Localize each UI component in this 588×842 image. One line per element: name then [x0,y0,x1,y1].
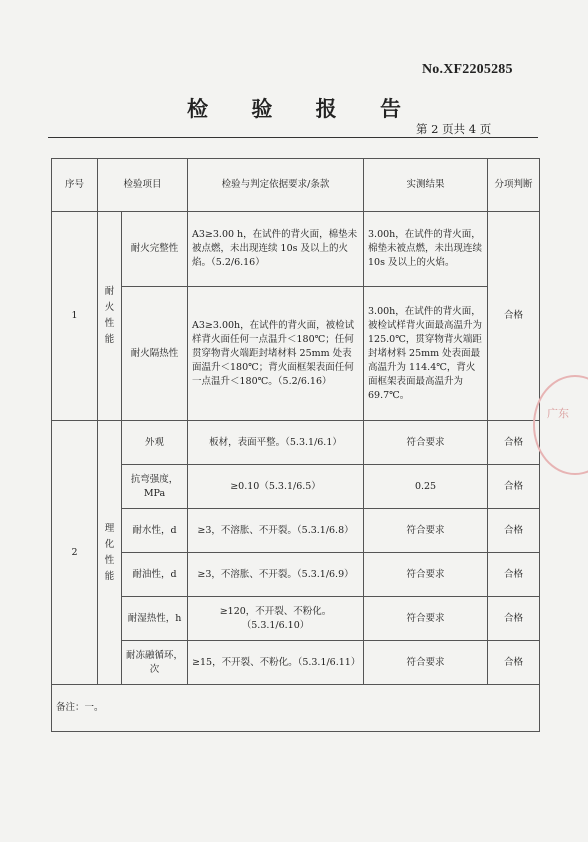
item-result: 3.00h，在试件的背火面，棉垫未被点燃，未出现连续 10s 及以上的火焰。 [364,212,488,287]
item-result: 符合要求 [364,641,488,685]
item-name: 耐火隔热性 [122,287,188,421]
item-result: 3.00h，在试件的背火面，被检试样背火面最高温升为 125.0℃，贯穿物背火端距封堵材料 25mm 处表面最高温升为 114.4℃，背火面框架表面最高温升为 69.7℃。 [364,287,488,421]
report-number: No.XF2205285 [422,62,513,77]
item-requirement: ≥15，不开裂、不粉化。（5.3.1/6.11） [188,641,364,685]
header-judgment: 分项判断 [488,159,540,212]
header-item: 检验项目 [98,159,188,212]
group-judgment: 合格 [488,212,540,421]
item-judgment: 合格 [488,421,540,465]
item-result: 符合要求 [364,553,488,597]
item-requirement: ≥0.10（5.3.1/6.5） [188,465,364,509]
item-name: 外观 [122,421,188,465]
item-requirement: A3≥3.00 h，在试件的背火面，棉垫未被点燃，未出现连续 10s 及以上的火焰。（5.2/6.16） [188,212,364,287]
group-category: 理 化 性 能 [98,421,122,685]
header-result: 实测结果 [364,159,488,212]
group-index: 1 [52,212,98,421]
item-requirement: 板材，表面平整。（5.3.1/6.1） [188,421,364,465]
table-row [52,212,540,287]
table-row [52,465,540,509]
group-index: 2 [52,421,98,685]
table-row [52,421,540,465]
header-requirement: 检验与判定依据要求/条款 [188,159,364,212]
table-row [52,287,540,421]
table-row [52,641,540,685]
item-judgment: 合格 [488,465,540,509]
item-requirement: A3≥3.00h，在试件的背火面，被检试样背火面任何一点温升＜180℃；任何贯穿物背火端距封堵材料 25mm 处表面温升＜180℃；背火面框架表面任何一点温升＜180℃。（5.2/6.16） [188,287,364,421]
table-header-row [52,159,540,212]
table-row [52,509,540,553]
item-result: 符合要求 [364,597,488,641]
table-row [52,597,540,641]
item-name: 耐湿热性，h [122,597,188,641]
item-judgment: 合格 [488,597,540,641]
item-result: 符合要求 [364,509,488,553]
seal-stamp [533,375,588,475]
item-result: 0.25 [364,465,488,509]
item-name: 抗弯强度，MPa [122,465,188,509]
item-requirement: ≥3，不溶胀、不开裂。（5.3.1/6.9） [188,553,364,597]
item-name: 耐冻融循环，次 [122,641,188,685]
item-name: 耐火完整性 [122,212,188,287]
item-judgment: 合格 [488,553,540,597]
header-rule [48,137,538,138]
seal-text: 广东 [547,407,569,420]
page-info: 第 2 页共 4 页 [416,122,492,136]
report-title: 检 验 报 告 [187,96,419,121]
remark-row [52,685,540,732]
item-requirement: ≥120，不开裂、不粉化。（5.3.1/6.10） [188,597,364,641]
header-index: 序号 [52,159,98,212]
table-row [52,553,540,597]
item-requirement: ≥3，不溶胀、不开裂。（5.3.1/6.8） [188,509,364,553]
item-judgment: 合格 [488,641,540,685]
group-category: 耐 火 性 能 [98,212,122,421]
inspection-table [51,158,540,732]
item-result: 符合要求 [364,421,488,465]
item-name: 耐油性，d [122,553,188,597]
item-name: 耐水性，d [122,509,188,553]
remark: 备注：一。 [52,685,540,732]
item-judgment: 合格 [488,509,540,553]
